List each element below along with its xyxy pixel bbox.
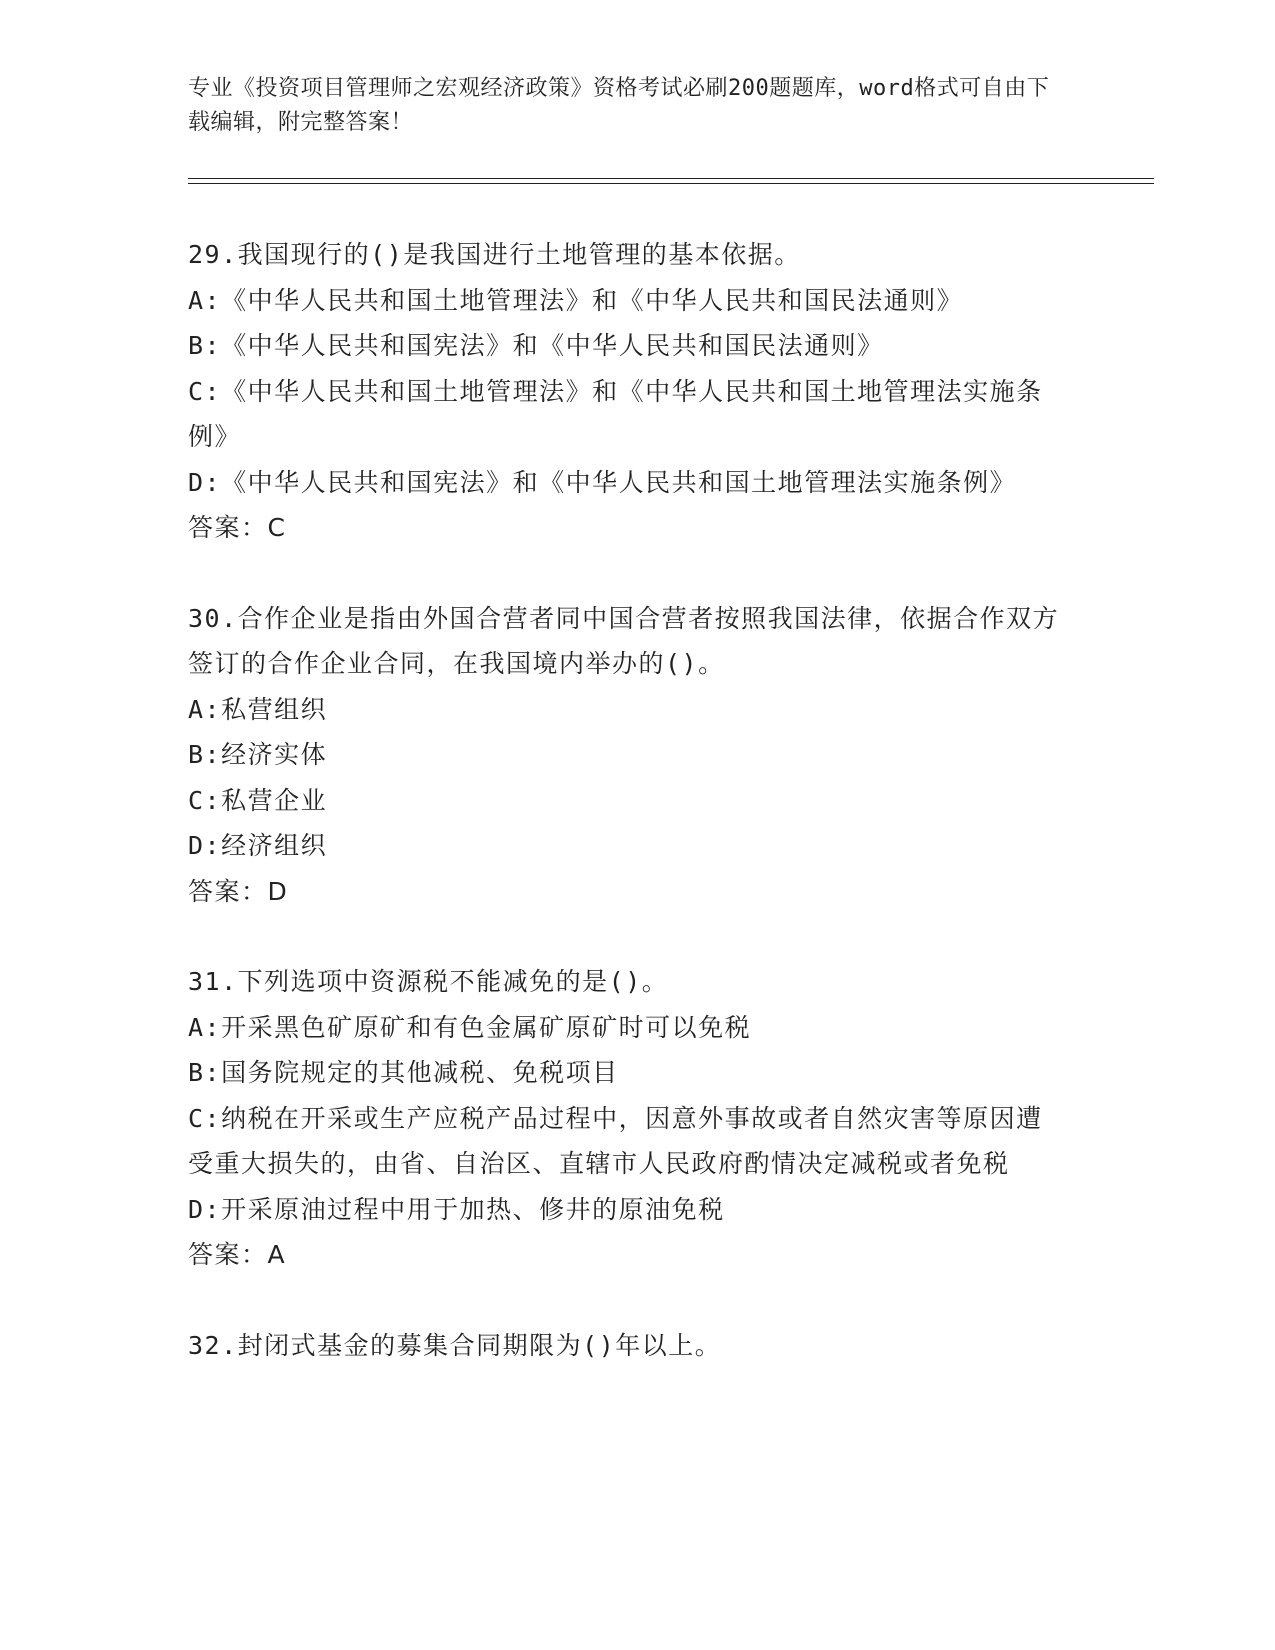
option-c: C:私营企业 bbox=[188, 785, 328, 815]
question-stem: 31.下列选项中资源税不能减免的是()。 bbox=[188, 967, 669, 996]
answer: 答案：A bbox=[188, 1240, 287, 1269]
header-rule-bottom bbox=[188, 183, 1154, 184]
question-stem: 32.封闭式基金的募集合同期限为()年以上。 bbox=[188, 1330, 722, 1360]
question-29 bbox=[188, 232, 1068, 551]
question-30 bbox=[188, 596, 1068, 915]
question-31 bbox=[188, 959, 1068, 1278]
option-c: C:纳税在开采或生产应税产品过程中，因意外事故或者自然灾害等原因遭受重大损失的，由省、自治区、直辖市人民政府酌情决定减税或者免税 bbox=[188, 1103, 1043, 1178]
answer: 答案：D bbox=[188, 876, 289, 906]
question-stem: 29.我国现行的()是我国进行土地管理的基本依据。 bbox=[188, 240, 801, 269]
option-b: B:经济实体 bbox=[188, 740, 328, 769]
option-b: B:《中华人民共和国宪法》和《中华人民共和国民法通则》 bbox=[188, 331, 884, 360]
option-c: C:《中华人民共和国土地管理法》和《中华人民共和国土地管理法实施条例》 bbox=[188, 376, 1043, 451]
option-d: D:《中华人民共和国宪法》和《中华人民共和国土地管理法实施条例》 bbox=[188, 467, 1017, 497]
answer: 答案：C bbox=[188, 513, 287, 542]
document-header: 专业《投资项目管理师之宏观经济政策》资格考试必刷200题题库，word格式可自由下载编辑，附完整答案！ bbox=[188, 76, 1050, 135]
option-a: A:《中华人民共和国土地管理法》和《中华人民共和国民法通则》 bbox=[188, 285, 964, 315]
header-rule-top bbox=[188, 178, 1154, 179]
question-32 bbox=[188, 1323, 1068, 1369]
option-a: A:开采黑色矿原矿和有色金属矿原矿时可以免税 bbox=[188, 1012, 752, 1042]
question-list bbox=[188, 232, 1068, 1368]
option-a: A:私营组织 bbox=[188, 694, 328, 724]
option-b: B:国务院规定的其他减税、免税项目 bbox=[188, 1058, 619, 1087]
option-d: D:经济组织 bbox=[188, 831, 328, 860]
option-d: D:开采原油过程中用于加热、修井的原油免税 bbox=[188, 1194, 725, 1224]
question-stem: 30.合作企业是指由外国合营者同中国合营者按照我国法律，依据合作双方签订的合作企业合同，在我国境内举办的()。 bbox=[188, 603, 1060, 678]
